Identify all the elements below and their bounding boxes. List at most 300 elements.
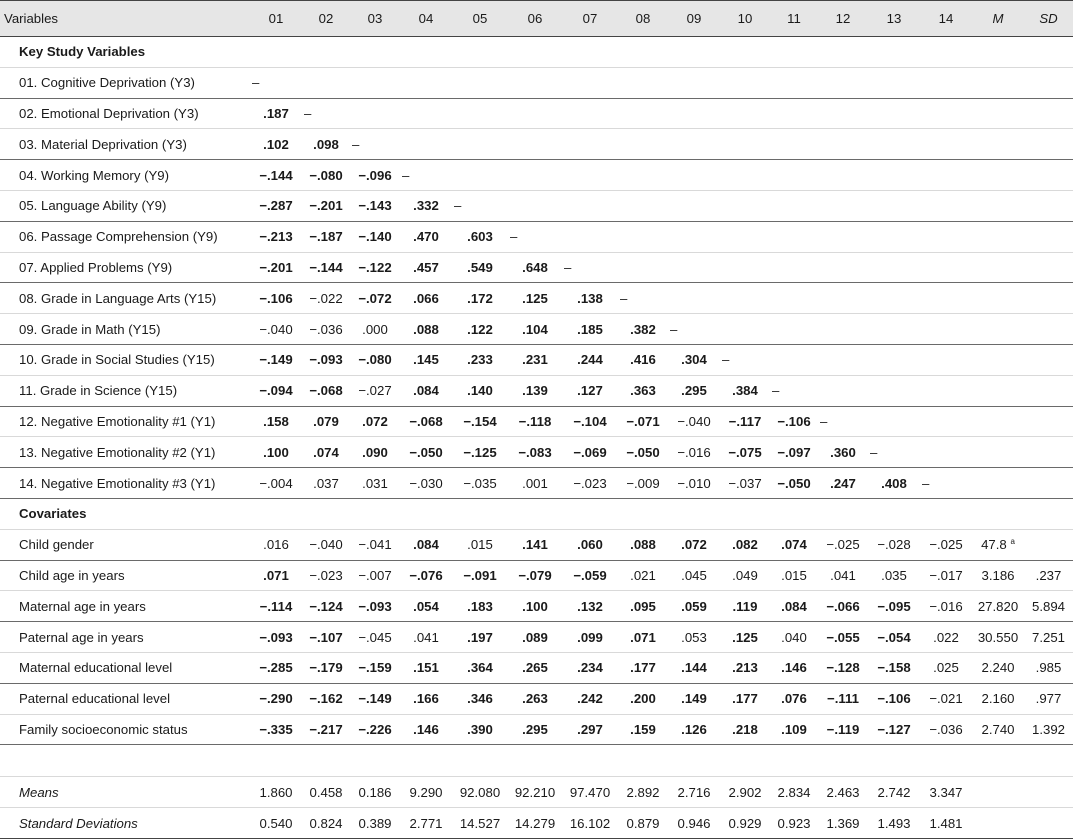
- correlation-cell: −.124: [302, 591, 350, 622]
- diagonal-dash: –: [770, 375, 818, 406]
- table-row: [0, 221, 1073, 252]
- empty-cell: [618, 190, 668, 221]
- empty-cell: [562, 221, 618, 252]
- mean-cell: [972, 468, 1024, 499]
- mean-value: 30.550: [977, 629, 1019, 645]
- empty-cell: [770, 129, 818, 160]
- correlation-cell: .074: [302, 437, 350, 468]
- mean-cell: [972, 437, 1024, 468]
- correlation-cell: .187: [250, 98, 302, 129]
- correlation-cell: −.140: [350, 221, 400, 252]
- table-row: [0, 714, 1073, 745]
- correlation-cell: −.213: [250, 221, 302, 252]
- empty-cell: [562, 67, 618, 98]
- summary-cell: 14.527: [452, 808, 508, 839]
- mean-value: 3.186: [981, 567, 1015, 583]
- empty-cell: [452, 98, 508, 129]
- header-col: 07: [562, 1, 618, 37]
- empty-cell: [868, 98, 920, 129]
- correlation-cell: .109: [770, 714, 818, 745]
- empty-cell: [668, 221, 720, 252]
- correlation-cell: .549: [452, 252, 508, 283]
- table-row: [0, 652, 1073, 683]
- correlation-cell: −.127: [868, 714, 920, 745]
- correlation-cell: −.004: [250, 468, 302, 499]
- summary-cell: 2.742: [868, 777, 920, 808]
- mean-cell: [972, 560, 1024, 591]
- correlation-cell: −.054: [868, 622, 920, 653]
- correlation-cell: .079: [302, 406, 350, 437]
- correlation-cell: −.097: [770, 437, 818, 468]
- correlation-cell: −.125: [452, 437, 508, 468]
- correlation-cell: −.119: [818, 714, 868, 745]
- sd-cell: [1024, 190, 1073, 221]
- sd-cell: [1024, 406, 1073, 437]
- summary-label: Means: [0, 777, 250, 808]
- mean-cell: [972, 129, 1024, 160]
- row-label: Maternal educational level: [0, 652, 250, 683]
- row-label: 08. Grade in Language Arts (Y15): [0, 283, 250, 314]
- mean-value: 2.160: [981, 691, 1015, 707]
- row-label: 13. Negative Emotionality #2 (Y1): [0, 437, 250, 468]
- correlation-cell: −.068: [302, 375, 350, 406]
- footnote-marker: a: [1010, 537, 1015, 547]
- correlation-cell: .035: [868, 560, 920, 591]
- diagonal-dash: –: [668, 314, 720, 345]
- correlation-cell: .001: [508, 468, 562, 499]
- empty-cell: [920, 406, 972, 437]
- empty-cell: [668, 160, 720, 191]
- empty-cell: [400, 67, 452, 98]
- correlation-cell: .265: [508, 652, 562, 683]
- empty-cell: [508, 129, 562, 160]
- section-covariates: [0, 498, 1073, 529]
- correlation-cell: .125: [720, 622, 770, 653]
- correlation-cell: .363: [618, 375, 668, 406]
- summary-cell: 92.210: [508, 777, 562, 808]
- empty-cell: [818, 314, 868, 345]
- mean-cell: [972, 221, 1024, 252]
- mean-cell: [972, 190, 1024, 221]
- summary-cell: 1.493: [868, 808, 920, 839]
- summary-cell: 0.458: [302, 777, 350, 808]
- empty-cell: [508, 190, 562, 221]
- empty-cell: [720, 190, 770, 221]
- empty-cell: [818, 98, 868, 129]
- empty-cell: [720, 221, 770, 252]
- section-title: Key Study Variables: [0, 37, 1073, 68]
- summary-cell: 0.946: [668, 808, 720, 839]
- mean-cell: [972, 683, 1024, 714]
- table-row: [0, 375, 1073, 406]
- correlation-cell: −.093: [350, 591, 400, 622]
- empty-cell: [720, 67, 770, 98]
- empty-cell: [818, 252, 868, 283]
- header-mean: M: [972, 1, 1024, 37]
- summary-cell: 0.389: [350, 808, 400, 839]
- correlation-cell: .304: [668, 344, 720, 375]
- sd-cell: 5.894: [1024, 591, 1073, 622]
- correlation-cell: .364: [452, 652, 508, 683]
- row-label: Paternal educational level: [0, 683, 250, 714]
- sd-cell: [1024, 252, 1073, 283]
- empty-cell: [1024, 808, 1073, 839]
- mean-cell: [972, 591, 1024, 622]
- correlation-cell: .037: [302, 468, 350, 499]
- summary-cell: 0.879: [618, 808, 668, 839]
- row-label: 01. Cognitive Deprivation (Y3): [0, 67, 250, 98]
- correlation-cell: −.072: [350, 283, 400, 314]
- correlation-cell: −.154: [452, 406, 508, 437]
- empty-cell: [720, 252, 770, 283]
- summary-row: [0, 808, 1073, 839]
- correlation-cell: −.017: [920, 560, 972, 591]
- correlation-cell: .197: [452, 622, 508, 653]
- header-col: 10: [720, 1, 770, 37]
- empty-cell: [618, 129, 668, 160]
- correlation-cell: .072: [350, 406, 400, 437]
- empty-cell: [770, 67, 818, 98]
- correlation-cell: .159: [618, 714, 668, 745]
- header-col: 14: [920, 1, 972, 37]
- empty-cell: [770, 283, 818, 314]
- correlation-cell: .200: [618, 683, 668, 714]
- sd-cell: [1024, 344, 1073, 375]
- correlation-cell: .408: [868, 468, 920, 499]
- empty-cell: [868, 160, 920, 191]
- mean-cell: [972, 252, 1024, 283]
- row-label: 06. Passage Comprehension (Y9): [0, 221, 250, 252]
- summary-cell: 1.860: [250, 777, 302, 808]
- empty-cell: [508, 98, 562, 129]
- empty-cell: [400, 129, 452, 160]
- table-row: [0, 622, 1073, 653]
- empty-cell: [818, 67, 868, 98]
- correlation-cell: .074: [770, 529, 818, 560]
- empty-cell: [668, 252, 720, 283]
- correlation-cell: .457: [400, 252, 452, 283]
- table-row: [0, 67, 1073, 98]
- empty-cell: [562, 190, 618, 221]
- correlation-cell: .082: [720, 529, 770, 560]
- correlation-cell: .140: [452, 375, 508, 406]
- correlation-cell: .177: [720, 683, 770, 714]
- diagonal-dash: –: [400, 160, 452, 191]
- correlation-cell: −.037: [720, 468, 770, 499]
- correlation-cell: .138: [562, 283, 618, 314]
- sd-cell: 1.392: [1024, 714, 1073, 745]
- summary-cell: 2.716: [668, 777, 720, 808]
- empty-cell: [920, 252, 972, 283]
- correlation-cell: −.040: [668, 406, 720, 437]
- diagonal-dash: –: [562, 252, 618, 283]
- correlation-cell: −.080: [302, 160, 350, 191]
- table-row: [0, 683, 1073, 714]
- empty-cell: [818, 283, 868, 314]
- correlation-cell: .104: [508, 314, 562, 345]
- empty-cell: [668, 283, 720, 314]
- correlation-cell: −.050: [770, 468, 818, 499]
- empty-cell: [770, 221, 818, 252]
- empty-cell: [868, 283, 920, 314]
- correlation-cell: .049: [720, 560, 770, 591]
- row-label: 12. Negative Emotionality #1 (Y1): [0, 406, 250, 437]
- correlation-cell: .040: [770, 622, 818, 653]
- empty-cell: [868, 375, 920, 406]
- table-body: [0, 37, 1073, 839]
- summary-cell: 1.369: [818, 808, 868, 839]
- correlation-cell: .015: [770, 560, 818, 591]
- empty-cell: [868, 190, 920, 221]
- empty-cell: [452, 129, 508, 160]
- empty-cell: [972, 777, 1024, 808]
- diagonal-dash: –: [452, 190, 508, 221]
- correlation-cell: .127: [562, 375, 618, 406]
- empty-cell: [770, 344, 818, 375]
- correlation-cell: .084: [770, 591, 818, 622]
- row-label: 05. Language Ability (Y9): [0, 190, 250, 221]
- correlation-cell: .149: [668, 683, 720, 714]
- row-label: 10. Grade in Social Studies (Y15): [0, 344, 250, 375]
- correlation-cell: −.143: [350, 190, 400, 221]
- correlation-cell: −.050: [618, 437, 668, 468]
- correlation-cell: .242: [562, 683, 618, 714]
- table-row: [0, 406, 1073, 437]
- header-col: 06: [508, 1, 562, 37]
- correlation-cell: −.030: [400, 468, 452, 499]
- correlation-cell: −.079: [508, 560, 562, 591]
- empty-cell: [868, 344, 920, 375]
- correlation-cell: .177: [618, 652, 668, 683]
- correlation-cell: −.016: [668, 437, 720, 468]
- table-row: [0, 529, 1073, 560]
- sd-cell: [1024, 98, 1073, 129]
- sd-cell: [1024, 221, 1073, 252]
- correlation-cell: −.149: [250, 344, 302, 375]
- empty-cell: [770, 252, 818, 283]
- empty-cell: [770, 314, 818, 345]
- empty-cell: [818, 375, 868, 406]
- row-label: 11. Grade in Science (Y15): [0, 375, 250, 406]
- empty-cell: [868, 252, 920, 283]
- correlation-cell: −.069: [562, 437, 618, 468]
- correlation-cell: −.117: [720, 406, 770, 437]
- table-row: [0, 560, 1073, 591]
- table-row: [0, 129, 1073, 160]
- correlation-cell: .126: [668, 714, 720, 745]
- correlation-cell: .090: [350, 437, 400, 468]
- empty-cell: [920, 67, 972, 98]
- empty-cell: [868, 129, 920, 160]
- correlation-cell: .139: [508, 375, 562, 406]
- correlation-cell: −.050: [400, 437, 452, 468]
- summary-cell: 1.481: [920, 808, 972, 839]
- correlation-cell: .072: [668, 529, 720, 560]
- correlation-cell: −.083: [508, 437, 562, 468]
- sd-cell: [1024, 529, 1073, 560]
- row-label: 07. Applied Problems (Y9): [0, 252, 250, 283]
- empty-cell: [972, 808, 1024, 839]
- summary-cell: 2.834: [770, 777, 818, 808]
- empty-cell: [720, 283, 770, 314]
- correlation-cell: .172: [452, 283, 508, 314]
- diagonal-dash: –: [350, 129, 400, 160]
- correlation-cell: .016: [250, 529, 302, 560]
- diagonal-dash: –: [302, 98, 350, 129]
- correlation-cell: .346: [452, 683, 508, 714]
- empty-cell: [350, 98, 400, 129]
- correlation-cell: −.104: [562, 406, 618, 437]
- correlation-cell: −.096: [350, 160, 400, 191]
- diagonal-dash: –: [868, 437, 920, 468]
- correlation-cell: .099: [562, 622, 618, 653]
- correlation-cell: .151: [400, 652, 452, 683]
- empty-cell: [618, 221, 668, 252]
- correlation-cell: .125: [508, 283, 562, 314]
- correlation-cell: −.071: [618, 406, 668, 437]
- header-sd: SD: [1024, 1, 1073, 37]
- header-col: 02: [302, 1, 350, 37]
- table-row: [0, 98, 1073, 129]
- table-row: [0, 314, 1073, 345]
- correlation-cell: −.111: [818, 683, 868, 714]
- correlation-cell: .100: [250, 437, 302, 468]
- summary-cell: 97.470: [562, 777, 618, 808]
- correlation-cell: .095: [618, 591, 668, 622]
- empty-cell: [720, 160, 770, 191]
- summary-cell: 0.929: [720, 808, 770, 839]
- correlation-cell: .234: [562, 652, 618, 683]
- correlation-cell: .071: [618, 622, 668, 653]
- summary-cell: 0.186: [350, 777, 400, 808]
- empty-cell: [868, 67, 920, 98]
- correlation-cell: −.093: [250, 622, 302, 653]
- mean-cell: [972, 529, 1024, 560]
- empty-cell: [618, 67, 668, 98]
- summary-cell: 92.080: [452, 777, 508, 808]
- correlation-cell: −.179: [302, 652, 350, 683]
- correlation-cell: −.287: [250, 190, 302, 221]
- correlation-cell: .263: [508, 683, 562, 714]
- empty-cell: [618, 98, 668, 129]
- correlation-cell: .648: [508, 252, 562, 283]
- correlation-cell: −.118: [508, 406, 562, 437]
- row-label: 09. Grade in Math (Y15): [0, 314, 250, 345]
- mean-cell: [972, 406, 1024, 437]
- header-col: 05: [452, 1, 508, 37]
- correlation-cell: .144: [668, 652, 720, 683]
- correlation-cell: .297: [562, 714, 618, 745]
- correlation-cell: −.128: [818, 652, 868, 683]
- empty-cell: [868, 221, 920, 252]
- diagonal-dash: –: [618, 283, 668, 314]
- sd-cell: [1024, 375, 1073, 406]
- correlation-cell: −.162: [302, 683, 350, 714]
- summary-cell: 2.771: [400, 808, 452, 839]
- mean-value: 2.240: [981, 660, 1015, 676]
- header-col: 09: [668, 1, 720, 37]
- sd-cell: [1024, 129, 1073, 160]
- correlation-cell: −.036: [302, 314, 350, 345]
- correlation-cell: −.091: [452, 560, 508, 591]
- correlation-cell: −.201: [250, 252, 302, 283]
- empty-cell: [868, 406, 920, 437]
- correlation-cell: .100: [508, 591, 562, 622]
- header-col: 01: [250, 1, 302, 37]
- table-row: [0, 190, 1073, 221]
- correlation-cell: −.035: [452, 468, 508, 499]
- correlation-cell: −.075: [720, 437, 770, 468]
- empty-cell: [562, 160, 618, 191]
- empty-cell: [920, 314, 972, 345]
- correlation-cell: −.290: [250, 683, 302, 714]
- row-label: Family socioeconomic status: [0, 714, 250, 745]
- empty-cell: [920, 344, 972, 375]
- summary-cell: 3.347: [920, 777, 972, 808]
- correlation-cell: −.007: [350, 560, 400, 591]
- mean-cell: [972, 652, 1024, 683]
- correlation-cell: .089: [508, 622, 562, 653]
- correlation-cell: .076: [770, 683, 818, 714]
- empty-cell: [302, 67, 350, 98]
- row-label: Child gender: [0, 529, 250, 560]
- summary-cell: 2.463: [818, 777, 868, 808]
- correlation-cell: −.068: [400, 406, 452, 437]
- correlation-cell: .141: [508, 529, 562, 560]
- correlation-cell: −.076: [400, 560, 452, 591]
- empty-cell: [818, 160, 868, 191]
- empty-cell: [920, 98, 972, 129]
- correlation-cell: −.025: [818, 529, 868, 560]
- mean-cell: [972, 375, 1024, 406]
- empty-cell: [562, 129, 618, 160]
- correlation-cell: .122: [452, 314, 508, 345]
- correlation-cell: −.335: [250, 714, 302, 745]
- correlation-cell: −.023: [302, 560, 350, 591]
- row-label: Child age in years: [0, 560, 250, 591]
- correlation-cell: .045: [668, 560, 720, 591]
- table-row: [0, 160, 1073, 191]
- correlation-cell: −.027: [350, 375, 400, 406]
- correlation-cell: −.158: [868, 652, 920, 683]
- correlation-cell: .088: [618, 529, 668, 560]
- correlation-cell: .098: [302, 129, 350, 160]
- empty-cell: [920, 283, 972, 314]
- mean-cell: [972, 314, 1024, 345]
- correlation-cell: .185: [562, 314, 618, 345]
- correlation-cell: −.106: [250, 283, 302, 314]
- empty-cell: [452, 160, 508, 191]
- diagonal-dash: –: [720, 344, 770, 375]
- sd-cell: [1024, 437, 1073, 468]
- correlation-cell: −.010: [668, 468, 720, 499]
- correlation-cell: .041: [818, 560, 868, 591]
- row-label: 03. Material Deprivation (Y3): [0, 129, 250, 160]
- summary-cell: 14.279: [508, 808, 562, 839]
- empty-cell: [818, 221, 868, 252]
- correlation-cell: −.040: [250, 314, 302, 345]
- correlation-cell: .244: [562, 344, 618, 375]
- diagonal-dash: –: [250, 67, 302, 98]
- empty-cell: [452, 67, 508, 98]
- empty-cell: [720, 129, 770, 160]
- empty-cell: [668, 98, 720, 129]
- table-row: [0, 468, 1073, 499]
- correlation-cell: .000: [350, 314, 400, 345]
- diagonal-dash: –: [818, 406, 868, 437]
- correlation-cell: −.114: [250, 591, 302, 622]
- correlation-cell: .119: [720, 591, 770, 622]
